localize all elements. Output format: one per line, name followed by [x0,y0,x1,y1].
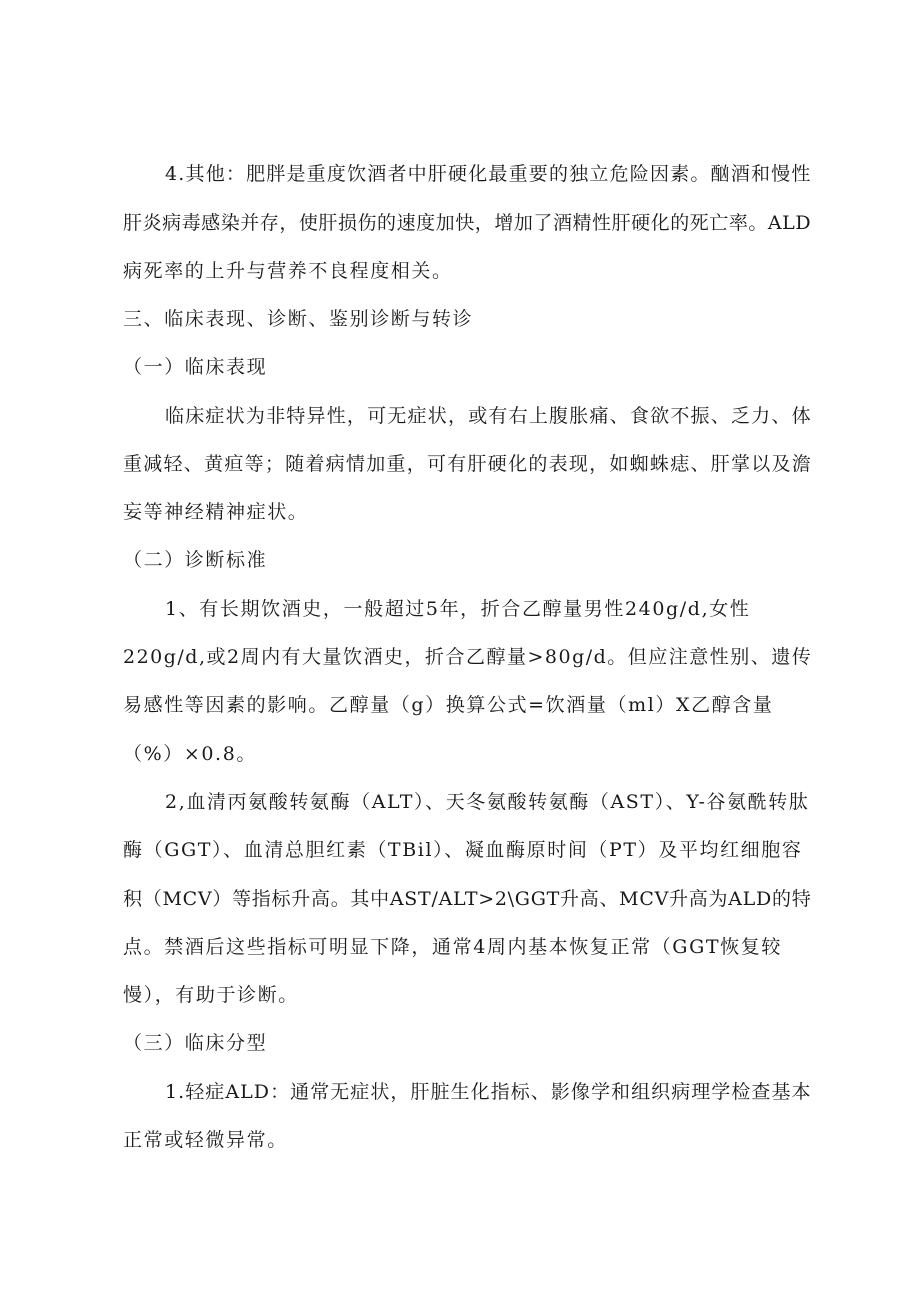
criterion-2-line-2: 酶（GGT）、血清总胆红素（TBil）、凝血酶原时间（PT）及平均红细胞容 [123,839,803,861]
subsection-clinical-manifestation-heading: （一）临床表现 [123,356,268,378]
paragraph-other-line-1: 4.其他：肥胖是重度饮酒者中肝硬化最重要的独立危险因素。酗酒和慢性 [165,163,812,185]
clinical-manifestation-line-2: 重减轻、黄疸等；随着病情加重，可有肝硬化的表现，如蜘蛛痣、肝掌以及澹 [123,453,813,475]
criterion-1-line-4: （%）×0.8。 [123,743,257,765]
paragraph-other-line-3: 病死率的上升与营养不良程度相关。 [123,260,453,282]
subsection-diagnostic-criteria-heading: （二）诊断标准 [123,549,268,571]
clinical-manifestation-line-3: 妄等神经精神症状。 [123,501,309,523]
clinical-manifestation-line-1: 临床症状为非特异性，可无症状，或有右上腹胀痛、食欲不振、乏力、体 [165,405,812,427]
criterion-1-line-2: 220g/d,或2周内有大量饮酒史，折合乙醇量>80g/d。但应注意性别、遗传 [123,646,813,668]
paragraph-other-line-2: 肝炎病毒感染并存，使肝损伤的速度加快，增加了酒精性肝硬化的死亡率。ALD [123,212,812,234]
criterion-1-line-1: 1、有长期饮酒史，一般超过5年，折合乙醇量男性240g/d,女性 [165,598,751,620]
criterion-2-line-5: 慢），有助于诊断。 [123,984,299,1006]
type-1-line-1: 1.轻症ALD：通常无症状，肝脏生化指标、影像学和组织病理学检查基本 [165,1081,812,1103]
criterion-2-line-4: 点。禁酒后这些指标可明显下降，通常4周内基本恢复正常（GGT恢复较 [123,936,782,958]
type-1-line-2: 正常或轻微异常。 [123,1129,288,1151]
subsection-clinical-types-heading: （三）临床分型 [123,1032,268,1054]
criterion-2-line-1: 2,血清丙氨酸转氨酶（ALT）、天冬氨酸转氨酶（AST）、Y-谷氨酰转肽 [165,791,810,813]
section-three-heading: 三、临床表现、诊断、鉴别诊断与转诊 [123,308,474,330]
criterion-1-line-3: 易感性等因素的影响。乙醇量（g）换算公式=饮酒量（ml）X乙醇含量 [123,694,774,716]
criterion-2-line-3: 积（MCV）等指标升高。其中AST/ALT>2\GGT升高、MCV升高为ALD的特 [123,888,812,910]
